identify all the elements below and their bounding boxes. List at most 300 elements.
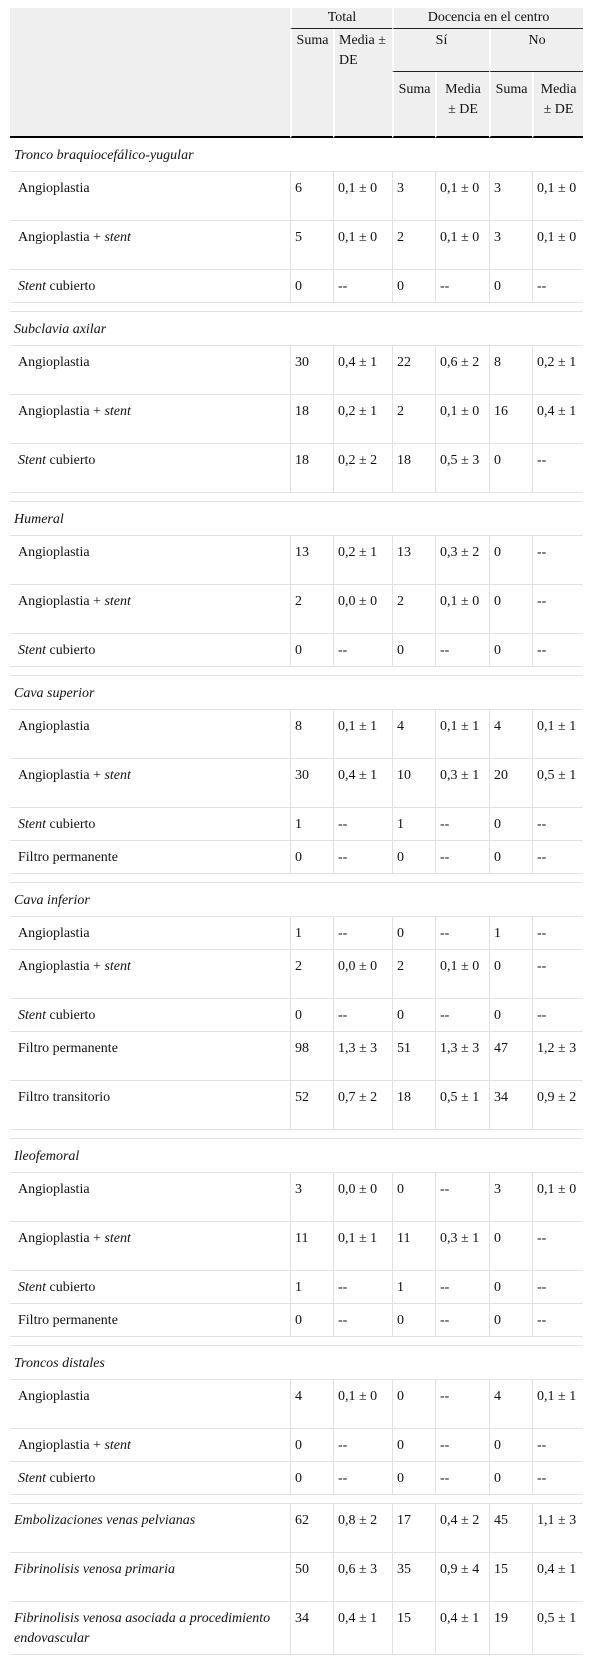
row-label xyxy=(10,999,290,1032)
row-label-text: cubierto xyxy=(46,279,96,294)
si-suma-cell: 35 xyxy=(392,1553,435,1602)
section-title: Tronco braquiocefálico-yugular xyxy=(10,138,583,172)
total-suma-cell: 18 xyxy=(290,395,333,444)
table-row xyxy=(10,1429,583,1462)
row-label xyxy=(10,1602,290,1655)
total-media-cell: 1,3 ± 3 xyxy=(333,1032,392,1081)
spacer-cell xyxy=(10,493,583,502)
header-docencia: Docencia en el centro xyxy=(392,8,583,29)
total-suma-cell: 0 xyxy=(290,1462,333,1495)
total-media-cell: 0,7 ± 2 xyxy=(333,1081,392,1130)
row-label-suffix: stent xyxy=(104,768,131,783)
si-suma-cell: 0 xyxy=(392,634,435,667)
total-media-cell: 0,6 ± 3 xyxy=(333,1553,392,1602)
total-suma-cell: 50 xyxy=(290,1553,333,1602)
table-row xyxy=(10,950,583,999)
section-title: Cava superior xyxy=(10,676,583,710)
table-row xyxy=(10,1380,583,1429)
total-media-cell: -- xyxy=(333,999,392,1032)
no-media-cell: 0,1 ± 0 xyxy=(532,172,583,221)
no-media-cell: 0,9 ± 2 xyxy=(532,1081,583,1130)
total-suma-cell: 0 xyxy=(290,270,333,303)
header-si-suma: Suma xyxy=(392,72,435,138)
table-row xyxy=(10,759,583,808)
table-header xyxy=(10,8,583,138)
total-suma-cell: 1 xyxy=(290,1271,333,1304)
section-title: Ileofemoral xyxy=(10,1139,583,1173)
total-suma-cell: 2 xyxy=(290,585,333,634)
section-header-row xyxy=(10,138,583,172)
row-label-text: Angioplastia + xyxy=(18,594,105,609)
no-media-cell: 0,1 ± 0 xyxy=(532,221,583,270)
section-spacer xyxy=(10,303,583,312)
row-label-text: Filtro permanente xyxy=(18,850,118,865)
row-label-prefix: Stent xyxy=(18,817,46,832)
total-suma-cell: 30 xyxy=(290,346,333,395)
si-media-cell: -- xyxy=(435,270,489,303)
total-suma-cell: 62 xyxy=(290,1504,333,1553)
si-suma-cell: 17 xyxy=(392,1504,435,1553)
no-media-cell: -- xyxy=(532,1462,583,1495)
total-media-cell: 0,4 ± 1 xyxy=(333,346,392,395)
total-suma-cell: 0 xyxy=(290,634,333,667)
row-label xyxy=(10,634,290,667)
row-label-prefix: Stent xyxy=(18,643,46,658)
total-media-cell: 0,4 ± 1 xyxy=(333,1602,392,1655)
si-media-cell: 0,6 ± 2 xyxy=(435,346,489,395)
total-suma-cell: 2 xyxy=(290,950,333,999)
row-label-text: Angioplastia xyxy=(18,926,90,941)
no-media-cell: -- xyxy=(532,1222,583,1271)
header-total: Total xyxy=(290,8,392,29)
section-title: Cava inferior xyxy=(10,883,583,917)
table-row xyxy=(10,1173,583,1222)
table-row xyxy=(10,172,583,221)
total-media-cell: 0,2 ± 2 xyxy=(333,444,392,493)
si-suma-cell: 0 xyxy=(392,841,435,874)
section-header-row xyxy=(10,312,583,346)
row-label-text: Angioplastia xyxy=(18,355,90,370)
si-suma-cell: 2 xyxy=(392,395,435,444)
section-header-row xyxy=(10,502,583,536)
no-media-cell: -- xyxy=(532,444,583,493)
row-label xyxy=(10,1032,290,1081)
si-media-cell: 0,1 ± 0 xyxy=(435,395,489,444)
no-suma-cell: 4 xyxy=(489,1380,532,1429)
spacer-cell xyxy=(10,874,583,883)
si-suma-cell: 18 xyxy=(392,1081,435,1130)
header-no-media: Media ± DE xyxy=(532,72,583,138)
no-suma-cell: 3 xyxy=(489,1173,532,1222)
row-label xyxy=(10,759,290,808)
total-media-cell: 0,1 ± 1 xyxy=(333,1222,392,1271)
total-suma-cell: 52 xyxy=(290,1081,333,1130)
table-row xyxy=(10,999,583,1032)
header-total-suma: Suma xyxy=(290,29,333,138)
no-media-cell: 0,4 ± 1 xyxy=(532,1553,583,1602)
spacer-cell xyxy=(10,667,583,676)
si-suma-cell: 1 xyxy=(392,808,435,841)
row-label-text: Angioplastia xyxy=(18,545,90,560)
row-label-text: Angioplastia xyxy=(18,1389,90,1404)
row-label xyxy=(10,1429,290,1462)
total-suma-cell: 0 xyxy=(290,841,333,874)
si-suma-cell: 4 xyxy=(392,710,435,759)
no-media-cell: -- xyxy=(532,808,583,841)
si-suma-cell: 0 xyxy=(392,917,435,950)
table-row xyxy=(10,1553,583,1602)
si-media-cell: -- xyxy=(435,917,489,950)
header-no-suma: Suma xyxy=(489,72,532,138)
si-media-cell: 0,9 ± 4 xyxy=(435,1553,489,1602)
no-suma-cell: 47 xyxy=(489,1032,532,1081)
row-label xyxy=(10,1462,290,1495)
si-suma-cell: 51 xyxy=(392,1032,435,1081)
si-media-cell: 0,3 ± 1 xyxy=(435,759,489,808)
table-row xyxy=(10,1504,583,1553)
row-label xyxy=(10,221,290,270)
si-suma-cell: 0 xyxy=(392,1429,435,1462)
table-row xyxy=(10,536,583,585)
no-media-cell: -- xyxy=(532,270,583,303)
row-label xyxy=(10,270,290,303)
section-header-row xyxy=(10,676,583,710)
si-suma-cell: 1 xyxy=(392,1271,435,1304)
total-suma-cell: 5 xyxy=(290,221,333,270)
no-suma-cell: 20 xyxy=(489,759,532,808)
total-media-cell: -- xyxy=(333,808,392,841)
no-media-cell: 0,2 ± 1 xyxy=(532,346,583,395)
table-row xyxy=(10,395,583,444)
si-media-cell: -- xyxy=(435,1380,489,1429)
section-spacer xyxy=(10,667,583,676)
row-label xyxy=(10,917,290,950)
row-label-suffix: stent xyxy=(104,959,131,974)
no-suma-cell: 0 xyxy=(489,1222,532,1271)
procedures-table xyxy=(10,8,583,1655)
row-label-suffix: stent xyxy=(104,230,131,245)
table-row xyxy=(10,346,583,395)
row-label xyxy=(10,444,290,493)
table-row xyxy=(10,585,583,634)
no-suma-cell: 0 xyxy=(489,808,532,841)
total-media-cell: -- xyxy=(333,634,392,667)
row-label-text: Angioplastia + xyxy=(18,230,105,245)
row-label-text: Embolizaciones venas pelvianas xyxy=(14,1513,196,1528)
table-row xyxy=(10,1271,583,1304)
total-suma-cell: 0 xyxy=(290,1429,333,1462)
row-label-suffix: stent xyxy=(104,594,131,609)
row-label-text: Angioplastia + xyxy=(18,1438,105,1453)
total-media-cell: -- xyxy=(333,1462,392,1495)
row-label-prefix: Stent xyxy=(18,1280,46,1295)
row-label-text: Fibrinolisis venosa primaria xyxy=(14,1562,176,1577)
no-suma-cell: 3 xyxy=(489,221,532,270)
si-media-cell: 0,1 ± 0 xyxy=(435,950,489,999)
no-suma-cell: 4 xyxy=(489,710,532,759)
si-suma-cell: 22 xyxy=(392,346,435,395)
table-row xyxy=(10,917,583,950)
row-label-text: cubierto xyxy=(46,453,96,468)
total-media-cell: -- xyxy=(333,270,392,303)
table-row xyxy=(10,1602,583,1655)
no-media-cell: -- xyxy=(532,917,583,950)
row-label-text: cubierto xyxy=(46,1471,96,1486)
si-media-cell: -- xyxy=(435,1304,489,1337)
table-row xyxy=(10,1081,583,1130)
si-suma-cell: 0 xyxy=(392,999,435,1032)
no-media-cell: -- xyxy=(532,1271,583,1304)
no-media-cell: -- xyxy=(532,841,583,874)
si-suma-cell: 0 xyxy=(392,1173,435,1222)
total-media-cell: 0,1 ± 0 xyxy=(333,172,392,221)
no-suma-cell: 0 xyxy=(489,1271,532,1304)
total-media-cell: 0,2 ± 1 xyxy=(333,536,392,585)
row-label-prefix: Stent xyxy=(18,453,46,468)
si-suma-cell: 11 xyxy=(392,1222,435,1271)
no-suma-cell: 3 xyxy=(489,172,532,221)
si-media-cell: -- xyxy=(435,1173,489,1222)
no-media-cell: -- xyxy=(532,999,583,1032)
table-row xyxy=(10,710,583,759)
section-spacer xyxy=(10,493,583,502)
no-media-cell: -- xyxy=(532,634,583,667)
row-label-text: Filtro permanente xyxy=(18,1041,118,1056)
row-label-suffix: stent xyxy=(104,404,131,419)
no-suma-cell: 0 xyxy=(489,444,532,493)
row-label-text: cubierto xyxy=(46,643,96,658)
total-suma-cell: 3 xyxy=(290,1173,333,1222)
no-suma-cell: 19 xyxy=(489,1602,532,1655)
row-label-text: cubierto xyxy=(46,1280,96,1295)
data-table-container xyxy=(10,8,583,1655)
section-header-row xyxy=(10,1346,583,1380)
row-label-text: Angioplastia + xyxy=(18,1231,105,1246)
si-media-cell: 0,1 ± 0 xyxy=(435,221,489,270)
total-media-cell: 0,1 ± 1 xyxy=(333,710,392,759)
no-suma-cell: 0 xyxy=(489,950,532,999)
total-media-cell: -- xyxy=(333,841,392,874)
si-suma-cell: 10 xyxy=(392,759,435,808)
row-label-prefix: Stent xyxy=(18,279,46,294)
spacer-cell xyxy=(10,1130,583,1139)
section-header-row xyxy=(10,883,583,917)
no-media-cell: 0,5 ± 1 xyxy=(532,1602,583,1655)
row-label-text: Filtro transitorio xyxy=(18,1090,111,1105)
header-corner-cell xyxy=(10,8,290,138)
row-label-suffix: stent xyxy=(104,1438,131,1453)
no-suma-cell: 0 xyxy=(489,841,532,874)
no-media-cell: -- xyxy=(532,536,583,585)
no-suma-cell: 0 xyxy=(489,536,532,585)
si-media-cell: 0,5 ± 1 xyxy=(435,1081,489,1130)
row-label xyxy=(10,1271,290,1304)
table-row xyxy=(10,1032,583,1081)
si-suma-cell: 2 xyxy=(392,950,435,999)
si-media-cell: -- xyxy=(435,1462,489,1495)
si-media-cell: 0,4 ± 1 xyxy=(435,1602,489,1655)
total-media-cell: 0,1 ± 0 xyxy=(333,1380,392,1429)
table-row xyxy=(10,1462,583,1495)
total-suma-cell: 1 xyxy=(290,917,333,950)
no-media-cell: 0,5 ± 1 xyxy=(532,759,583,808)
no-suma-cell: 16 xyxy=(489,395,532,444)
header-no: No xyxy=(489,29,583,72)
section-spacer xyxy=(10,1130,583,1139)
si-media-cell: -- xyxy=(435,634,489,667)
section-title: Subclavia axilar xyxy=(10,312,583,346)
si-media-cell: 0,5 ± 3 xyxy=(435,444,489,493)
row-label xyxy=(10,710,290,759)
section-title: Troncos distales xyxy=(10,1346,583,1380)
si-suma-cell: 13 xyxy=(392,536,435,585)
si-suma-cell: 3 xyxy=(392,172,435,221)
total-suma-cell: 4 xyxy=(290,1380,333,1429)
table-row xyxy=(10,841,583,874)
row-label xyxy=(10,1081,290,1130)
no-media-cell: 1,2 ± 3 xyxy=(532,1032,583,1081)
total-suma-cell: 6 xyxy=(290,172,333,221)
no-suma-cell: 0 xyxy=(489,634,532,667)
total-suma-cell: 98 xyxy=(290,1032,333,1081)
row-label xyxy=(10,1504,290,1553)
row-label xyxy=(10,395,290,444)
section-header-row xyxy=(10,1139,583,1173)
total-media-cell: -- xyxy=(333,1304,392,1337)
no-suma-cell: 0 xyxy=(489,585,532,634)
si-suma-cell: 18 xyxy=(392,444,435,493)
no-media-cell: 1,1 ± 3 xyxy=(532,1504,583,1553)
no-suma-cell: 0 xyxy=(489,1462,532,1495)
si-media-cell: 0,4 ± 2 xyxy=(435,1504,489,1553)
row-label xyxy=(10,1380,290,1429)
no-suma-cell: 0 xyxy=(489,999,532,1032)
total-suma-cell: 8 xyxy=(290,710,333,759)
total-media-cell: 0,0 ± 0 xyxy=(333,585,392,634)
total-media-cell: -- xyxy=(333,1271,392,1304)
si-suma-cell: 2 xyxy=(392,221,435,270)
si-suma-cell: 0 xyxy=(392,1380,435,1429)
no-suma-cell: 34 xyxy=(489,1081,532,1130)
si-media-cell: 1,3 ± 3 xyxy=(435,1032,489,1081)
table-row xyxy=(10,221,583,270)
section-title: Humeral xyxy=(10,502,583,536)
si-media-cell: -- xyxy=(435,841,489,874)
si-media-cell: 0,3 ± 1 xyxy=(435,1222,489,1271)
total-suma-cell: 13 xyxy=(290,536,333,585)
no-media-cell: -- xyxy=(532,950,583,999)
no-suma-cell: 8 xyxy=(489,346,532,395)
no-suma-cell: 15 xyxy=(489,1553,532,1602)
row-label xyxy=(10,1222,290,1271)
row-label-prefix: Stent xyxy=(18,1008,46,1023)
table-row xyxy=(10,1304,583,1337)
section-spacer xyxy=(10,874,583,883)
row-label xyxy=(10,172,290,221)
row-label xyxy=(10,585,290,634)
no-suma-cell: 0 xyxy=(489,1429,532,1462)
row-label xyxy=(10,346,290,395)
total-suma-cell: 34 xyxy=(290,1602,333,1655)
row-label xyxy=(10,536,290,585)
row-label-text: Angioplastia + xyxy=(18,404,105,419)
si-suma-cell: 0 xyxy=(392,270,435,303)
no-media-cell: -- xyxy=(532,1429,583,1462)
row-label-text: Angioplastia xyxy=(18,181,90,196)
row-label-prefix: Stent xyxy=(18,1471,46,1486)
total-media-cell: 0,8 ± 2 xyxy=(333,1504,392,1553)
row-label xyxy=(10,1304,290,1337)
total-suma-cell: 11 xyxy=(290,1222,333,1271)
si-media-cell: -- xyxy=(435,1429,489,1462)
section-spacer xyxy=(10,1495,583,1504)
si-media-cell: 0,3 ± 2 xyxy=(435,536,489,585)
total-media-cell: 0,1 ± 0 xyxy=(333,221,392,270)
row-label-text: Angioplastia + xyxy=(18,959,105,974)
si-suma-cell: 2 xyxy=(392,585,435,634)
spacer-cell xyxy=(10,1495,583,1504)
row-label xyxy=(10,1553,290,1602)
no-media-cell: 0,4 ± 1 xyxy=(532,395,583,444)
table-row xyxy=(10,270,583,303)
row-label-text: cubierto xyxy=(46,1008,96,1023)
total-suma-cell: 0 xyxy=(290,999,333,1032)
row-label-text: Angioplastia xyxy=(18,719,90,734)
row-label-text: Angioplastia xyxy=(18,1182,90,1197)
total-suma-cell: 1 xyxy=(290,808,333,841)
row-label xyxy=(10,808,290,841)
table-row xyxy=(10,634,583,667)
row-label-text: cubierto xyxy=(46,817,96,832)
table-row xyxy=(10,1222,583,1271)
row-label xyxy=(10,950,290,999)
row-label-text: Fibrinolisis venosa asociada a procedimiento endovascular xyxy=(14,1611,271,1646)
no-media-cell: 0,1 ± 1 xyxy=(532,710,583,759)
no-suma-cell: 45 xyxy=(489,1504,532,1553)
total-media-cell: 0,0 ± 0 xyxy=(333,950,392,999)
table-row xyxy=(10,444,583,493)
total-suma-cell: 0 xyxy=(290,1304,333,1337)
total-suma-cell: 18 xyxy=(290,444,333,493)
si-media-cell: -- xyxy=(435,1271,489,1304)
si-media-cell: 0,1 ± 1 xyxy=(435,710,489,759)
total-media-cell: 0,2 ± 1 xyxy=(333,395,392,444)
no-suma-cell: 0 xyxy=(489,1304,532,1337)
si-media-cell: -- xyxy=(435,808,489,841)
table-body xyxy=(10,138,583,1655)
si-suma-cell: 0 xyxy=(392,1462,435,1495)
row-label-text: Filtro permanente xyxy=(18,1313,118,1328)
row-label xyxy=(10,1173,290,1222)
total-media-cell: -- xyxy=(333,917,392,950)
header-si: Sí xyxy=(392,29,489,72)
no-media-cell: 0,1 ± 1 xyxy=(532,1380,583,1429)
header-total-media: Media ± DE xyxy=(333,29,392,138)
si-media-cell: 0,1 ± 0 xyxy=(435,172,489,221)
total-suma-cell: 30 xyxy=(290,759,333,808)
total-media-cell: 0,4 ± 1 xyxy=(333,759,392,808)
si-suma-cell: 0 xyxy=(392,1304,435,1337)
total-media-cell: -- xyxy=(333,1429,392,1462)
spacer-cell xyxy=(10,1337,583,1346)
no-suma-cell: 0 xyxy=(489,270,532,303)
total-media-cell: 0,0 ± 0 xyxy=(333,1173,392,1222)
si-media-cell: -- xyxy=(435,999,489,1032)
spacer-cell xyxy=(10,303,583,312)
row-label-text: Angioplastia + xyxy=(18,768,105,783)
no-media-cell: -- xyxy=(532,585,583,634)
no-media-cell: 0,1 ± 0 xyxy=(532,1173,583,1222)
